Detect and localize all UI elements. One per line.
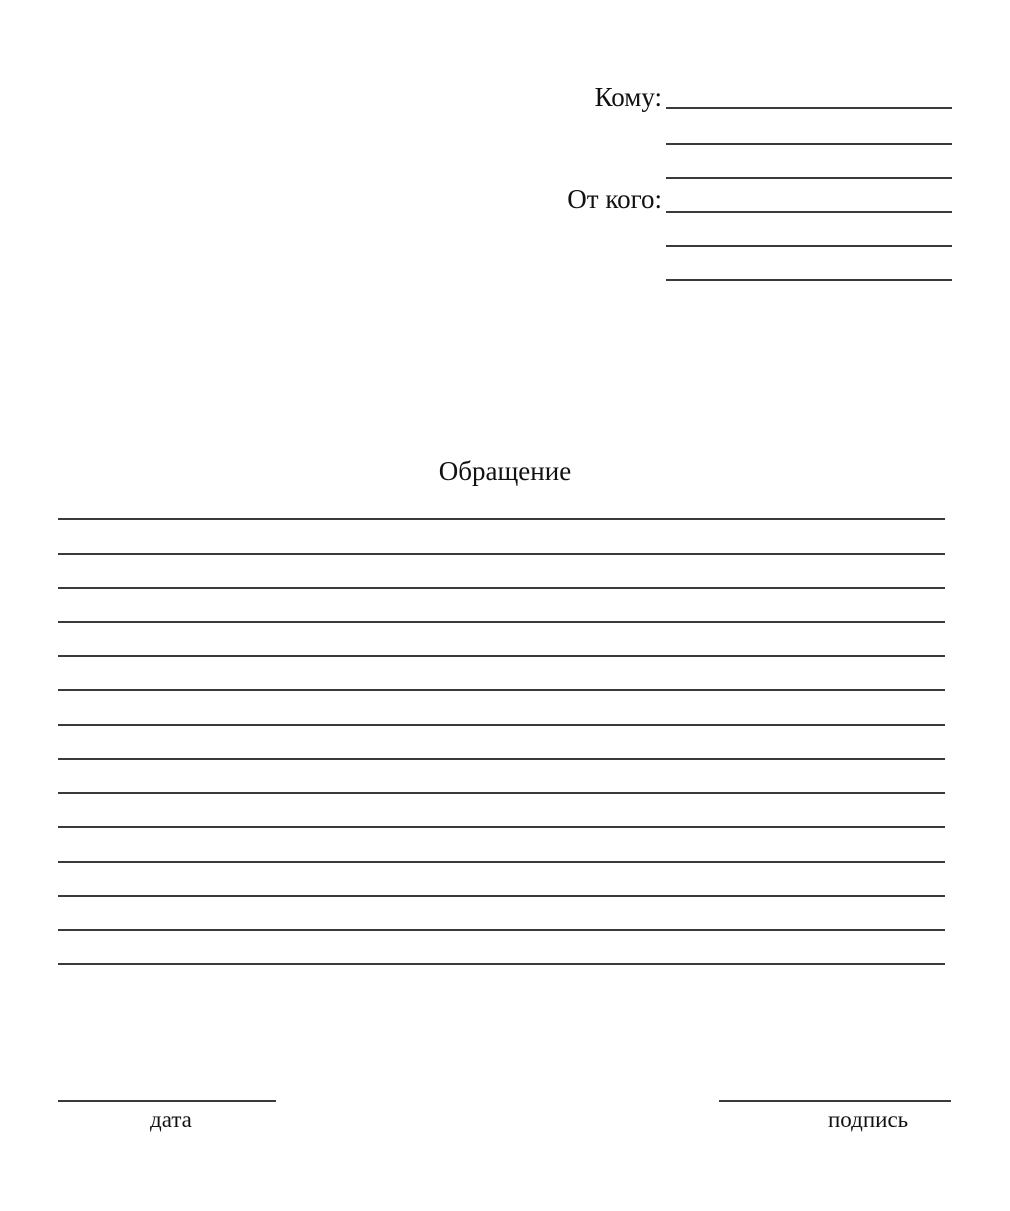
body-line[interactable] xyxy=(58,861,945,863)
body-line[interactable] xyxy=(58,621,945,623)
body-line[interactable] xyxy=(58,826,945,828)
signature-caption: подпись xyxy=(828,1107,909,1132)
document-title: Обращение xyxy=(438,456,572,486)
from-field-line[interactable] xyxy=(666,211,952,213)
to-field-line[interactable] xyxy=(666,177,952,179)
body-line[interactable] xyxy=(58,929,945,931)
body-line[interactable] xyxy=(58,792,945,794)
signature-field-line[interactable] xyxy=(719,1100,951,1102)
body-line[interactable] xyxy=(58,689,945,691)
body-line[interactable] xyxy=(58,518,945,520)
to-label: Кому: xyxy=(594,82,662,112)
date-field-line[interactable] xyxy=(58,1100,276,1102)
body-line[interactable] xyxy=(58,758,945,760)
to-field-line[interactable] xyxy=(666,143,952,145)
date-caption: дата xyxy=(150,1107,192,1132)
body-line[interactable] xyxy=(58,587,945,589)
body-line[interactable] xyxy=(58,553,945,555)
body-line[interactable] xyxy=(58,963,945,965)
body-line[interactable] xyxy=(58,724,945,726)
to-field-line[interactable] xyxy=(666,107,952,109)
from-label: От кого: xyxy=(567,184,662,214)
from-field-line[interactable] xyxy=(666,245,952,247)
from-field-line[interactable] xyxy=(666,279,952,281)
body-line[interactable] xyxy=(58,655,945,657)
body-line[interactable] xyxy=(58,895,945,897)
